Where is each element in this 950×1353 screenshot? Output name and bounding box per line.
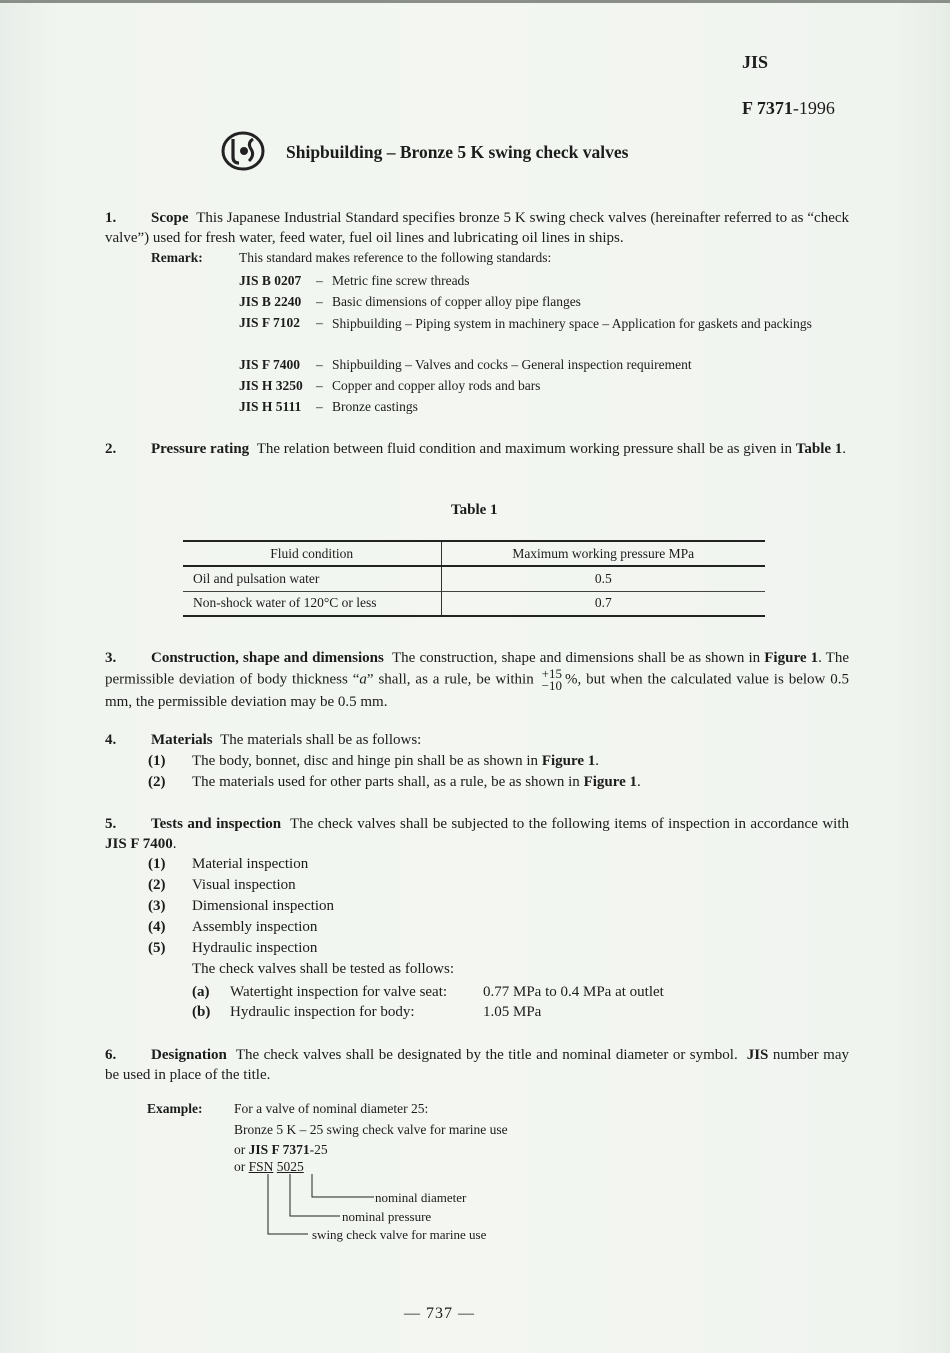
section-scope <box>105 208 849 248</box>
section-designation <box>105 1045 849 1085</box>
page-number: — 737 — <box>404 1305 475 1322</box>
reference-code: JIS B 0207 <box>239 273 302 288</box>
section-number: 4. <box>105 732 117 748</box>
section-heading: Tests and inspection <box>151 816 282 832</box>
punctuation: . <box>595 753 600 769</box>
table-cell: 0.7 <box>594 595 612 611</box>
standard-year: -1996 <box>792 98 835 118</box>
figure-reference: Figure 1 <box>764 650 819 666</box>
legend-valve-type: swing check valve for marine use <box>312 1227 487 1242</box>
section-body: The check valves shall be designated by the title and nominal diameter or symbol. <box>235 1047 738 1063</box>
figure-reference: Figure 1 <box>583 774 638 790</box>
test-intro: The check valves shall be tested as follows: <box>192 961 455 977</box>
section-heading: Construction, shape and dimensions <box>151 650 384 666</box>
example-line <box>234 1142 328 1158</box>
sub-label: Watertight inspection for valve seat: <box>230 984 448 1000</box>
remark-label: Remark: <box>151 250 203 265</box>
variable-symbol: a <box>359 671 367 688</box>
section-number: 2. <box>105 441 117 457</box>
punctuation: . <box>842 441 847 457</box>
list-item <box>148 917 317 937</box>
remark-text: This standard makes reference to the following standards: <box>239 250 552 265</box>
standard-reference: JIS F 7400 <box>105 836 173 852</box>
list-text: Dimensional inspection <box>192 898 335 914</box>
or-word: or <box>234 1159 246 1174</box>
example-label: Example: <box>147 1101 203 1116</box>
reference-dash: – <box>316 357 323 372</box>
legend-nominal-pressure: nominal pressure <box>342 1209 432 1224</box>
symbol-number: 5025 <box>276 1159 304 1174</box>
section-body: This Japanese Industrial Standard specifies bronze 5 K swing check valves (hereinafter referred to as “check valve”) used for fresh water, feed water, fuel oil lines and lubricating oil lines in ships. <box>105 210 850 246</box>
section-body: The relation between fluid condition and maximum working pressure shall be as given in <box>256 441 792 457</box>
sub-item <box>192 982 447 1002</box>
table-header-row <box>183 541 765 566</box>
figure-reference: Figure 1 <box>541 753 596 769</box>
table-caption: Table 1 <box>451 502 498 518</box>
list-item <box>148 772 641 792</box>
example-line: For a valve of nominal diameter 25: <box>234 1101 429 1116</box>
section-body: . The permissible deviation of body thickness “ <box>105 650 849 688</box>
standard-body-label: JIS <box>742 52 769 72</box>
jis-mark-icon <box>220 130 266 172</box>
list-number: (2) <box>148 877 166 893</box>
table-row <box>183 566 765 591</box>
list-item <box>148 896 334 916</box>
jis-code: JIS F 7371 <box>248 1142 310 1157</box>
table-cell: Non-shock water of 120°C or less <box>183 591 441 616</box>
list-number: (4) <box>148 919 166 935</box>
section-construction <box>105 648 849 712</box>
section-body: %, but when the calculated value is below 0.5 mm, the permissible deviation may be 0.5 mm. <box>105 671 849 710</box>
section-body: ” shall, as a rule, be within <box>366 671 534 688</box>
section-body: The check valves shall be subjected to the following items of inspection in accordance with <box>290 816 849 832</box>
reference-title: Shipbuilding – Valves and cocks – General inspection requirement <box>332 357 692 372</box>
reference-item <box>239 292 581 312</box>
reference-code: JIS F 7102 <box>239 315 301 330</box>
table-cell: 0.5 <box>594 570 612 586</box>
list-number: (2) <box>148 774 166 790</box>
punctuation: . <box>637 774 641 790</box>
reference-dash: – <box>316 273 323 288</box>
document-title: Shipbuilding – Bronze 5 K swing check valves <box>286 142 629 162</box>
reference-dash: – <box>316 399 323 414</box>
table-row <box>183 591 765 616</box>
reference-item <box>239 397 418 417</box>
section-number: 6. <box>105 1047 117 1063</box>
column-header: Fluid condition <box>183 541 441 566</box>
list-text: Assembly inspection <box>192 919 318 935</box>
punctuation: . <box>172 836 177 852</box>
list-text: The materials used for other parts shall, as a rule, be as shown in <box>192 774 580 790</box>
reference-code: JIS H 3250 <box>239 378 303 393</box>
section-number: 5. <box>105 816 117 832</box>
reference-item <box>239 355 692 375</box>
symbol-code: FSN <box>248 1159 274 1174</box>
page-top-edge <box>0 0 950 3</box>
section-heading: Designation <box>151 1047 227 1063</box>
section-number: 3. <box>105 650 117 666</box>
list-number: (5) <box>148 940 166 956</box>
section-body: number may be used in place of the title. <box>105 1047 849 1083</box>
reference-title: Shipbuilding – Piping system in machinery space – Application for gaskets and packings <box>332 316 812 331</box>
reference-dash: – <box>316 315 323 330</box>
list-text: Material inspection <box>192 856 309 872</box>
reference-code: JIS H 5111 <box>239 399 302 414</box>
or-word: or <box>234 1142 246 1157</box>
table-reference: Table 1 <box>795 441 843 457</box>
reference-code: JIS B 2240 <box>239 294 302 309</box>
section-body: The materials shall be as follows: <box>220 732 422 748</box>
reference-dash: – <box>316 378 323 393</box>
section-heading: Materials <box>151 732 213 748</box>
section-number: 1. <box>105 210 117 226</box>
tolerance-plus: +15 <box>541 666 562 681</box>
jis-code-suffix: -25 <box>309 1142 328 1157</box>
sub-number: (b) <box>192 1004 211 1020</box>
column-header: Maximum working pressure MPa <box>512 545 695 561</box>
tolerance <box>542 668 562 692</box>
tolerance-minus: −10 <box>541 678 562 693</box>
legend-nominal-diameter: nominal diameter <box>375 1190 467 1205</box>
section-body: The construction, shape and dimensions shall be as shown in <box>392 650 761 666</box>
list-number: (1) <box>148 856 166 872</box>
jis-label: JIS <box>746 1047 769 1063</box>
list-item <box>148 938 317 958</box>
table-cell: Oil and pulsation water <box>183 566 441 591</box>
list-number: (3) <box>148 898 166 914</box>
pressure-table <box>183 540 765 617</box>
sub-number: (a) <box>192 984 210 1000</box>
sub-value: 1.05 MPa <box>483 1004 542 1020</box>
reference-item <box>239 313 332 333</box>
sub-label: Hydraulic inspection for body: <box>230 1004 415 1020</box>
standard-number <box>742 98 835 119</box>
sub-item <box>192 1002 415 1022</box>
section-heading: Pressure rating <box>151 441 250 457</box>
reference-title: Metric fine screw threads <box>332 273 470 288</box>
reference-dash: – <box>316 294 323 309</box>
list-item <box>148 751 599 771</box>
section-materials <box>105 730 849 750</box>
section-pressure-rating <box>105 439 849 459</box>
list-text: Visual inspection <box>192 877 296 893</box>
section-tests <box>105 814 849 854</box>
list-item <box>148 875 296 895</box>
reference-title: Copper and copper alloy rods and bars <box>332 378 541 393</box>
standard-code: F 7371 <box>742 98 793 118</box>
sub-value: 0.77 MPa to 0.4 MPa at outlet <box>483 984 664 1000</box>
list-number: (1) <box>148 753 166 769</box>
list-item <box>148 854 308 874</box>
section-heading: Scope <box>151 210 189 226</box>
example-line: Bronze 5 K – 25 swing check valve for marine use <box>234 1122 508 1137</box>
reference-code: JIS F 7400 <box>239 357 301 372</box>
reference-item <box>239 376 540 396</box>
reference-item <box>239 271 470 291</box>
list-text: The body, bonnet, disc and hinge pin shall be as shown in <box>192 753 539 769</box>
reference-title: Bronze castings <box>332 399 418 414</box>
list-text: Hydraulic inspection <box>192 940 318 956</box>
reference-title: Basic dimensions of copper alloy pipe flanges <box>332 294 581 309</box>
